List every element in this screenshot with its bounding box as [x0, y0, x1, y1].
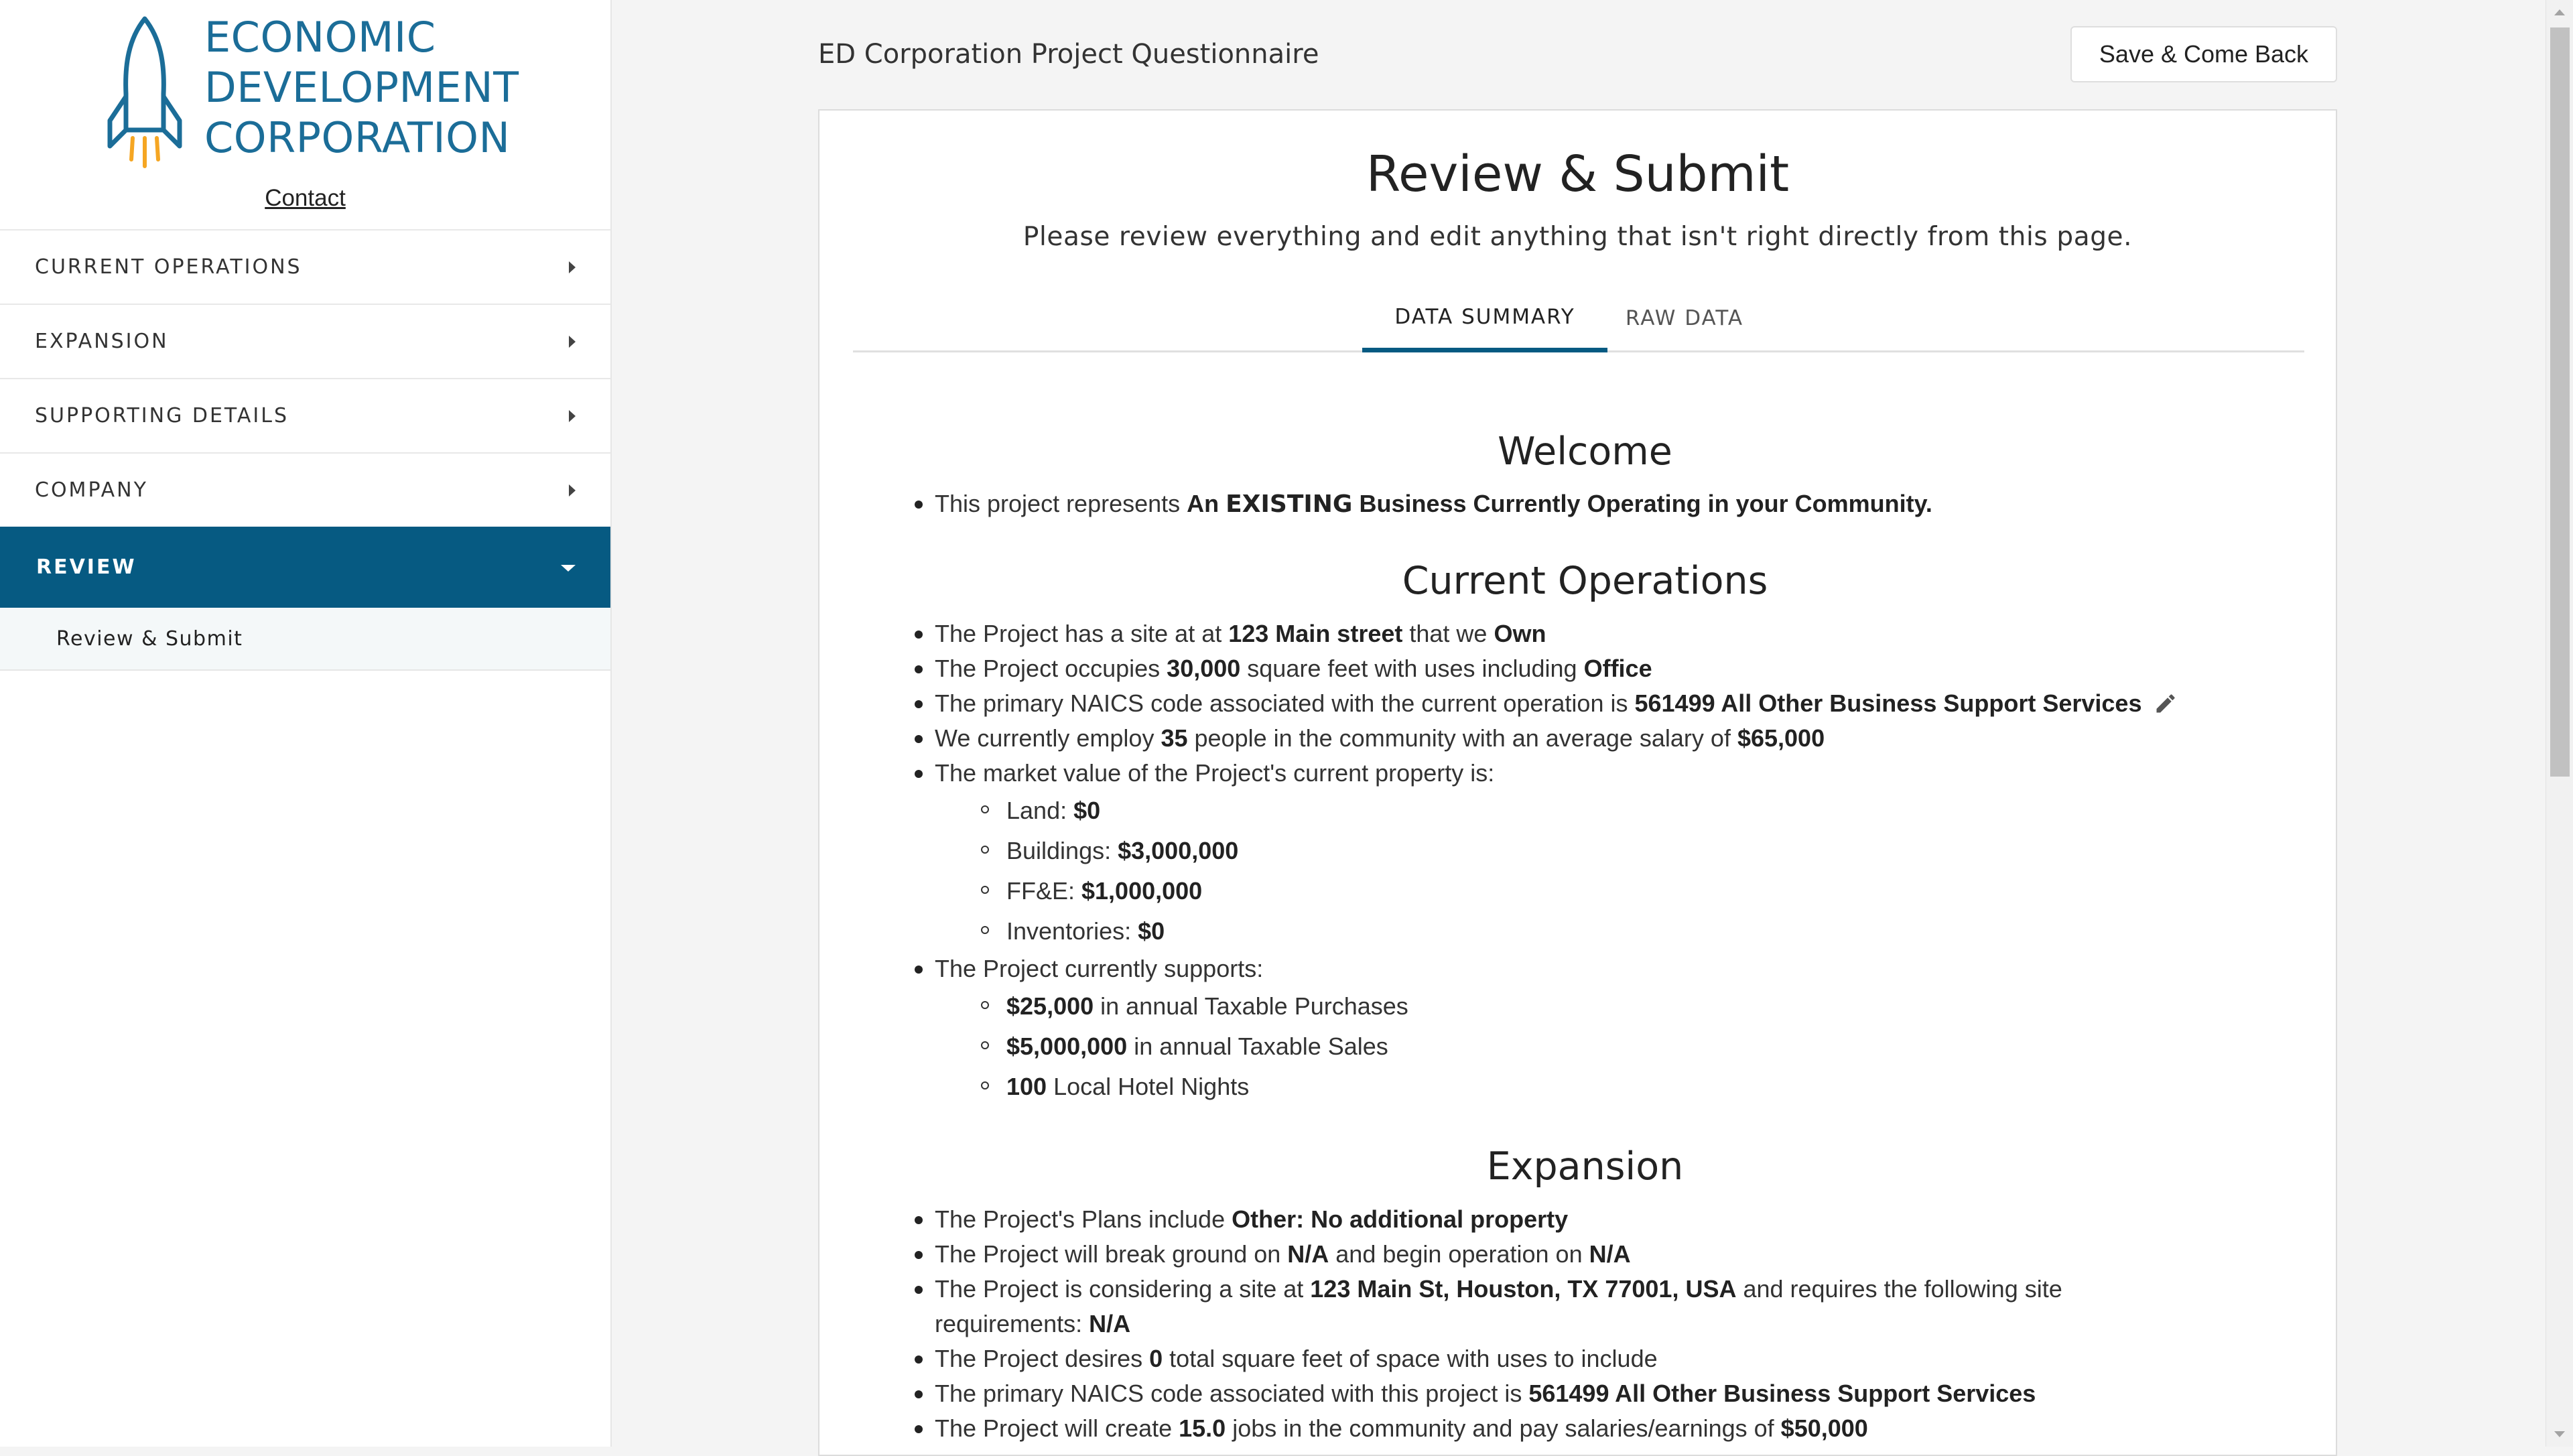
item-value: 561499 All Other Business Support Services	[1634, 689, 2142, 717]
list-item	[935, 651, 2208, 686]
section-nav	[0, 229, 610, 671]
nav-item-supporting-details[interactable]	[0, 378, 610, 452]
item-value: 15.0	[1179, 1414, 1226, 1442]
review-card	[818, 109, 2337, 1456]
nav-subitem-label: Review & Submit	[56, 626, 243, 651]
rocket-icon	[105, 15, 185, 169]
brand-line-2: DEVELOPMENT	[204, 63, 519, 112]
item-text: The Project has a site at at	[935, 620, 1229, 647]
item-value: 123 Main street	[1228, 620, 1403, 647]
item-text: The Project will create	[935, 1414, 1179, 1442]
list-item	[935, 686, 2208, 721]
item-value: $5,000,000	[1006, 1033, 1128, 1060]
item-value: EXISTING	[1226, 490, 1353, 518]
item-text: The Project will break ground on	[935, 1240, 1288, 1268]
item-value: Other: No additional property	[1232, 1205, 1569, 1233]
item-text: jobs in the community and pay salaries/earnings of	[1226, 1414, 1781, 1442]
item-value: N/A	[1287, 1240, 1329, 1268]
item-text: The Project's Plans include	[935, 1205, 1232, 1233]
welcome-list	[935, 486, 2208, 522]
item-value: $3,000,000	[1118, 837, 1239, 864]
list-item	[935, 1272, 2087, 1341]
item-value: $65,000	[1737, 724, 1825, 752]
item-value: N/A	[1589, 1240, 1631, 1268]
list-item	[935, 1376, 2208, 1411]
brand-line-3: CORPORATION	[204, 113, 511, 162]
item-text: that we	[1402, 620, 1494, 647]
item-value: $0	[1073, 797, 1101, 824]
brand-logo[interactable]	[105, 12, 520, 170]
item-value: Own	[1494, 620, 1546, 647]
list-item	[935, 951, 2208, 986]
nav-item-label: COMPANY	[35, 478, 148, 502]
item-value: 100	[1006, 1073, 1047, 1100]
item-value: 35	[1161, 724, 1188, 752]
nav-item-current-operations[interactable]	[0, 229, 610, 304]
item-text: square feet with uses including	[1240, 655, 1584, 682]
item-value: $25,000	[1006, 992, 1094, 1020]
item-text: This project represents	[935, 490, 1187, 517]
sub-list-item	[1006, 1027, 2208, 1067]
caret-right-icon	[569, 484, 576, 497]
list-item	[935, 1341, 2208, 1376]
nav-item-label: EXPANSION	[35, 330, 169, 353]
item-text: Inventories:	[1006, 917, 1138, 945]
list-item	[935, 721, 2208, 756]
section-title-current-operations: Current Operations	[1402, 559, 1768, 603]
section-title-expansion: Expansion	[1486, 1144, 1684, 1189]
review-subtitle: Please review everything and edit anything that isn't right directly from this page.	[1022, 222, 2133, 252]
item-text: people in the community with an average salary of	[1187, 724, 1737, 752]
tab-data-summary[interactable]: DATA SUMMARY	[1362, 286, 1607, 352]
nav-subitem-review-submit[interactable]	[0, 608, 610, 671]
list-item	[935, 616, 2208, 651]
item-text: We currently employ	[935, 724, 1161, 752]
item-value: 123 Main St, Houston, TX 77001, USA	[1310, 1275, 1737, 1303]
expansion-list	[935, 1202, 2208, 1446]
sub-list-item	[1006, 986, 2208, 1027]
list-item	[935, 486, 2208, 522]
caret-right-icon	[569, 261, 576, 273]
item-value: 561499 All Other Business Support Services	[1528, 1380, 2036, 1407]
item-value: $1,000,000	[1081, 877, 1203, 905]
list-item	[935, 1411, 2208, 1446]
item-text: The Project currently supports:	[935, 955, 1264, 982]
item-text: in annual Taxable Sales	[1127, 1033, 1388, 1060]
nav-item-expansion[interactable]	[0, 304, 610, 378]
tab-raw-data[interactable]: RAW DATA	[1625, 306, 1744, 330]
item-text: and requires the following site requirements:	[935, 1275, 2062, 1337]
brand-line-1: ECONOMIC	[204, 13, 436, 62]
sub-list-item	[1006, 911, 2208, 951]
item-value: $50,000	[1780, 1414, 1868, 1442]
nav-item-label: CURRENT OPERATIONS	[35, 255, 302, 279]
item-value: $0	[1138, 917, 1165, 945]
nav-item-company[interactable]	[0, 452, 610, 527]
caret-down-icon	[561, 565, 576, 572]
item-value: An	[1187, 490, 1226, 517]
sidebar	[0, 0, 612, 1447]
item-value: Office	[1583, 655, 1652, 682]
page-title: ED Corporation Project Questionnaire	[818, 39, 1319, 70]
nav-item-review[interactable]	[0, 527, 610, 608]
item-text: The Project is considering a site at	[935, 1275, 1311, 1303]
list-item	[935, 1202, 2208, 1237]
item-value: N/A	[1089, 1310, 1131, 1337]
item-text: Buildings:	[1006, 837, 1118, 864]
current-operations-list	[935, 616, 2208, 1107]
caret-right-icon	[569, 336, 576, 348]
save-and-come-back-button[interactable]: Save & Come Back	[2070, 26, 2337, 82]
list-item	[935, 1237, 2208, 1272]
sub-list-item	[1006, 1067, 2208, 1107]
item-text: Land:	[1006, 797, 1074, 824]
item-text: The primary NAICS code associated with this project is	[935, 1380, 1529, 1407]
section-title-welcome: Welcome	[1498, 429, 1672, 474]
nav-item-label: REVIEW	[36, 555, 137, 579]
contact-link[interactable]: Contact	[265, 185, 346, 211]
scrollbar-thumb[interactable]	[2550, 27, 2570, 777]
scroll-down-arrow-icon[interactable]	[2554, 1431, 2565, 1437]
review-tabs	[853, 286, 2304, 352]
sub-list-item	[1006, 791, 2208, 831]
page-scrollbar[interactable]	[2546, 0, 2573, 1447]
brand-name	[204, 12, 519, 163]
nav-item-label: SUPPORTING DETAILS	[35, 404, 289, 427]
item-text: The Project desires	[935, 1345, 1150, 1372]
list-item	[935, 756, 2208, 791]
item-text: The primary NAICS code associated with the current operation is	[935, 689, 1635, 717]
item-text: The Project occupies	[935, 655, 1167, 682]
caret-right-icon	[569, 410, 576, 422]
item-text: Local Hotel Nights	[1047, 1073, 1250, 1100]
pencil-icon[interactable]	[2154, 691, 2178, 716]
item-value: 0	[1149, 1345, 1163, 1372]
item-text: total square feet of space with uses to include	[1163, 1345, 1658, 1372]
item-text: FF&E:	[1006, 877, 1082, 905]
review-title: Review & Submit	[1366, 145, 1790, 203]
item-text: in annual Taxable Purchases	[1094, 992, 1408, 1020]
item-value: Business Currently Operating in your Community.	[1352, 490, 1932, 517]
item-value: 30,000	[1167, 655, 1241, 682]
item-text: The market value of the Project's current property is:	[935, 759, 1495, 787]
scroll-up-arrow-icon[interactable]	[2554, 9, 2565, 15]
sub-list-item	[1006, 871, 2208, 911]
item-text: and begin operation on	[1329, 1240, 1589, 1268]
sub-list-item	[1006, 831, 2208, 871]
